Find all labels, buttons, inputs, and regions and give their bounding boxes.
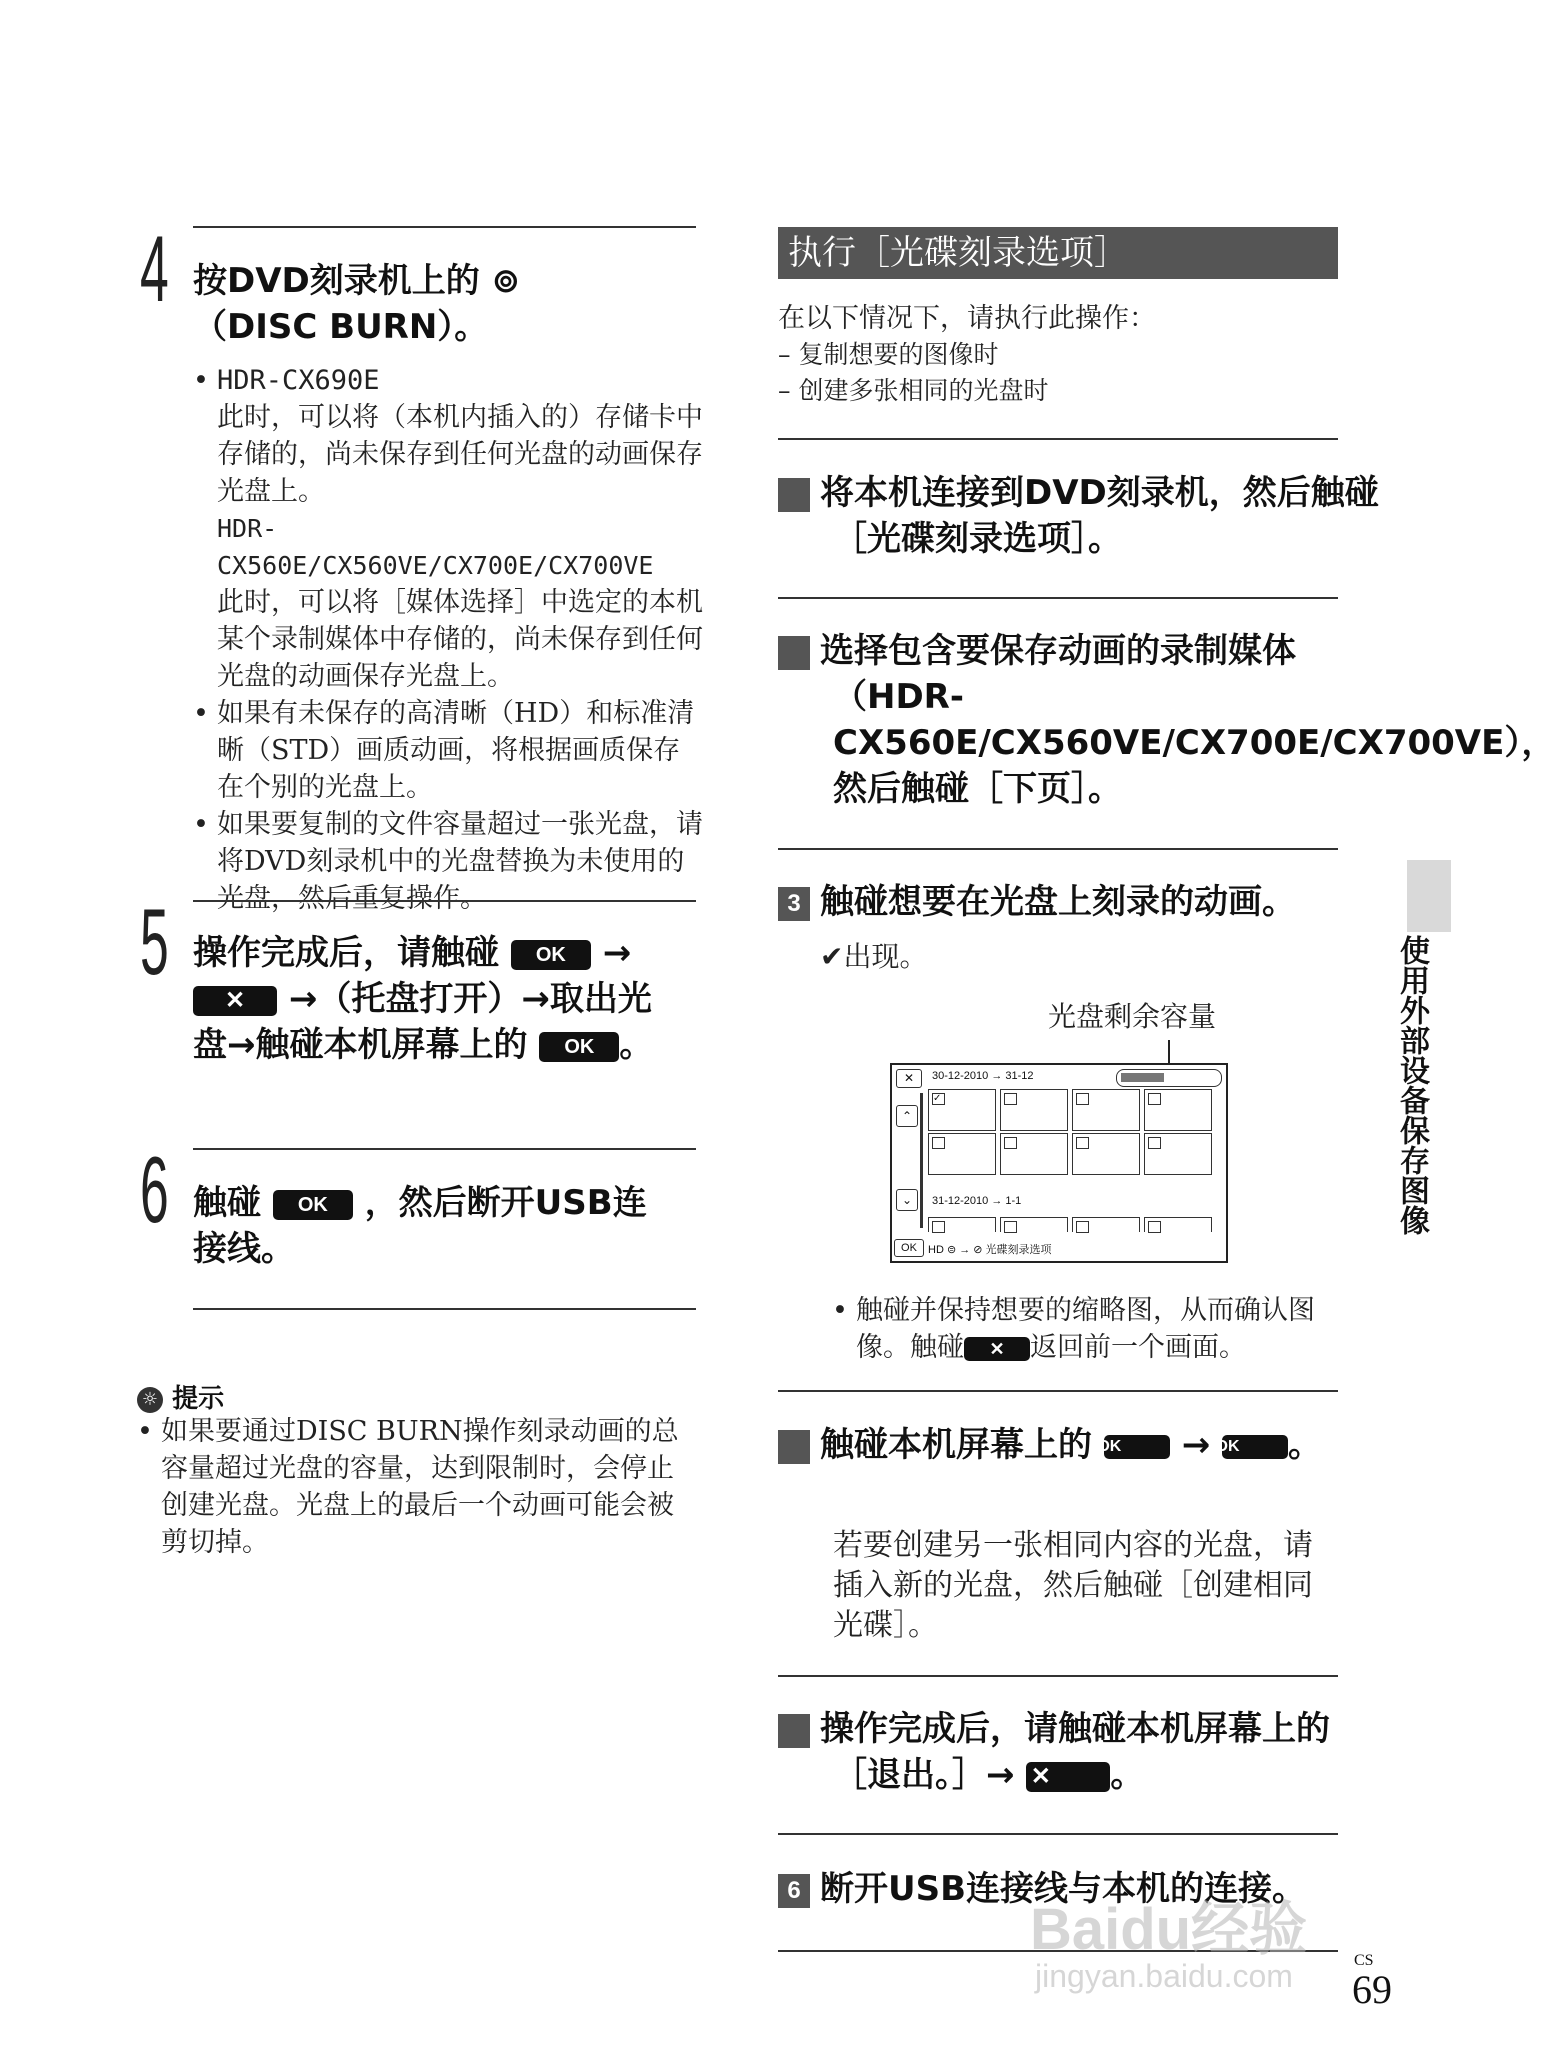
note-bullet: • 如果要复制的文件容量超过一张光盘，请将DVD刻录机中的光盘替换为未使用的光盘，然后重复操作。: [193, 806, 703, 917]
watermark-url: jingyan.baidu.com: [1035, 1958, 1293, 1994]
checkbox-icon: [932, 1137, 945, 1149]
checkbox-icon: [1076, 1221, 1089, 1233]
lightbulb-icon: ☼: [137, 1387, 163, 1413]
r-step-1: [759, 470, 1393, 562]
model-label: HDR-CX560E/CX560VE/CX700E/CX700VE: [217, 514, 654, 580]
step-number-box: 6: [778, 1874, 810, 1908]
checkbox-icon: [1148, 1093, 1161, 1105]
watermark-brand: Baidu经验: [1030, 1897, 1308, 1962]
note-bullet: • 如果有未保存的高清晰（HD）和标准清晰（STD）画质动画，将根据画质保存在个别的光盘上。: [193, 695, 703, 806]
thumbnail[interactable]: [1000, 1133, 1068, 1175]
step-5-text: →（托盘打开）→取出光盘→触碰本机屏幕上的: [193, 979, 652, 1065]
checkbox-icon: [1148, 1137, 1161, 1149]
note-bullet: [832, 1292, 1337, 1366]
punctuation: 。: [619, 1025, 654, 1065]
step-5-heading: [193, 930, 673, 1068]
step-number-box: 2: [778, 636, 810, 670]
divider: [778, 1390, 1338, 1392]
divider: [193, 226, 696, 228]
date-range: 30-12-2010 → 31-12: [932, 1070, 1034, 1082]
divider: [193, 1308, 696, 1310]
r-step-6-text: 断开USB连接线与本机的连接。: [820, 1869, 1307, 1909]
note-bullet: [193, 362, 703, 695]
ok-button[interactable]: OK: [1222, 1435, 1288, 1459]
note-text: 返回前一个画面。: [1030, 1332, 1246, 1363]
step-number-box: 1: [778, 478, 810, 512]
step-4-notes: [193, 362, 703, 917]
r-step-2-text: 选择包含要保存动画的录制媒体（HDR-CX560E/CX560VE/CX700E/CX700VE），然后触碰［下页］。: [820, 631, 1555, 809]
step-number-box: 4: [778, 1430, 810, 1464]
arrow: →: [1181, 1425, 1211, 1465]
capacity-meter: [1116, 1069, 1222, 1087]
scroll-up-button[interactable]: ⌃: [896, 1105, 918, 1127]
step-3-note: [832, 1292, 1337, 1366]
note-text: 触碰并保持想要的缩略图，从而确认图像。触碰: [856, 1295, 1315, 1363]
close-button[interactable]: ✕: [896, 1069, 922, 1088]
thumbnail[interactable]: [1144, 1133, 1212, 1175]
checkbox-icon: [1004, 1137, 1017, 1149]
divider: [778, 848, 1338, 850]
r-step-3-text: 触碰想要在光盘上刻录的动画。: [820, 882, 1296, 922]
close-button[interactable]: ✕: [193, 986, 277, 1016]
capacity-fill: [1121, 1073, 1164, 1082]
thumbnail[interactable]: [1000, 1217, 1068, 1232]
punctuation: 。: [1110, 1755, 1145, 1795]
r-step-2: [759, 628, 1555, 812]
ok-button[interactable]: OK: [1104, 1435, 1170, 1459]
side-tab-label: 使用外部设备保存图像: [1394, 935, 1429, 1235]
section-title: 执行［光碟刻录选项］: [778, 227, 1338, 279]
intro: [778, 300, 1338, 409]
step-4-number: 4: [140, 216, 169, 321]
model-label: • HDR-CX690E: [217, 365, 380, 396]
hint-bullet: • 如果要通过DISC BURN操作刻录动画的总容量超过光盘的容量，达到限制时，会停止创建光盘。光盘上的最后一个动画可能会被剪切掉。: [137, 1413, 692, 1561]
capacity-callout: 光盘剩余容量: [1048, 1000, 1217, 1033]
r-step-1-text: 将本机连接到DVD刻录机，然后触碰［光碟刻录选项］。: [820, 473, 1379, 559]
arrow: →: [602, 933, 632, 973]
thumbnail[interactable]: [1072, 1089, 1140, 1131]
thumbnail[interactable]: [1072, 1217, 1140, 1232]
checkbox-icon: [1076, 1137, 1089, 1149]
thumbnail[interactable]: [1072, 1133, 1140, 1175]
ok-button[interactable]: OK: [539, 1032, 619, 1062]
divider: [778, 1833, 1338, 1835]
r-step-4: [759, 1422, 1393, 1468]
check-appears: ✔出现。: [820, 940, 928, 973]
step-number-box: 5: [778, 1714, 810, 1748]
checkbox-icon: [1004, 1221, 1017, 1233]
ok-button[interactable]: OK: [894, 1239, 924, 1257]
divider: [778, 438, 1338, 440]
close-button[interactable]: ✕: [964, 1337, 1030, 1361]
r-step-3: [778, 879, 1338, 925]
step-5-text: 操作完成后，请触碰: [193, 933, 499, 973]
hint-heading: [137, 1378, 224, 1415]
divider: [193, 1148, 696, 1150]
intro-text: 在以下情况下，请执行此操作：: [778, 303, 1156, 334]
hint-text: [137, 1413, 692, 1561]
check-icon: ✓: [932, 1093, 945, 1105]
step-6-text: ，然后断开USB连接线。: [193, 1183, 647, 1269]
divider: [778, 1675, 1338, 1677]
step-6-heading: [193, 1180, 673, 1272]
intro-item: – 创建多张相同的光盘时: [778, 376, 1049, 405]
checkbox-icon: [1004, 1093, 1017, 1105]
thumbnail[interactable]: [1000, 1089, 1068, 1131]
intro-item: – 复制想要的图像时: [778, 340, 999, 369]
thumbnail[interactable]: [928, 1217, 996, 1232]
checkbox-icon: [932, 1221, 945, 1233]
page-lang: CS: [1354, 1952, 1374, 1969]
scroll-down-button[interactable]: ⌄: [896, 1189, 918, 1211]
step-number-box: 3: [778, 887, 810, 921]
close-button[interactable]: ✕: [1026, 1762, 1110, 1792]
hint-title: 提示: [172, 1384, 225, 1414]
scrollbar[interactable]: [920, 1093, 923, 1228]
side-tab-marker: [1407, 860, 1451, 932]
step-5-number: 5: [140, 889, 169, 994]
ok-button[interactable]: OK: [273, 1190, 353, 1220]
screen-footer: HD ⊜ → ⊘ 光碟刻录选项: [928, 1244, 1052, 1256]
r-step-4-sub: 若要创建另一张相同内容的光盘，请插入新的光盘，然后触碰［创建相同光碟］。: [833, 1528, 1313, 1643]
divider: [778, 597, 1338, 599]
thumbnail[interactable]: [928, 1089, 996, 1131]
checkbox-icon: [1148, 1221, 1161, 1233]
note-text: 此时，可以将［媒体选择］中选定的本机某个录制媒体中存储的，尚未保存到任何光盘的动画保存光盘上。: [217, 587, 703, 692]
thumbnail[interactable]: [1144, 1217, 1212, 1232]
r-step-4-text: 触碰本机屏幕上的: [820, 1425, 1092, 1465]
step-6-number: 6: [140, 1137, 169, 1242]
r-step-5-text: 操作完成后，请触碰本机屏幕上的［退出。］→: [820, 1709, 1330, 1795]
page-number: 69: [1352, 1967, 1392, 2012]
thumbnail[interactable]: [928, 1133, 996, 1175]
r-step-5: [759, 1706, 1393, 1798]
thumbnail[interactable]: [1144, 1089, 1212, 1131]
camera-screen: [890, 1063, 1228, 1263]
step-6-text: 触碰: [193, 1183, 261, 1223]
punctuation: 。: [1288, 1425, 1323, 1465]
ok-button[interactable]: OK: [511, 940, 591, 970]
divider: [193, 900, 696, 902]
note-text: 此时，可以将（本机内插入的）存储卡中存储的，尚未保存到任何光盘的动画保存光盘上。: [217, 402, 703, 507]
step-4-heading: 按DVD刻录机上的 ⊚（DISC BURN）。: [193, 261, 521, 347]
date-range: 31-12-2010 → 1-1: [932, 1195, 1022, 1207]
checkbox-icon: [1076, 1093, 1089, 1105]
